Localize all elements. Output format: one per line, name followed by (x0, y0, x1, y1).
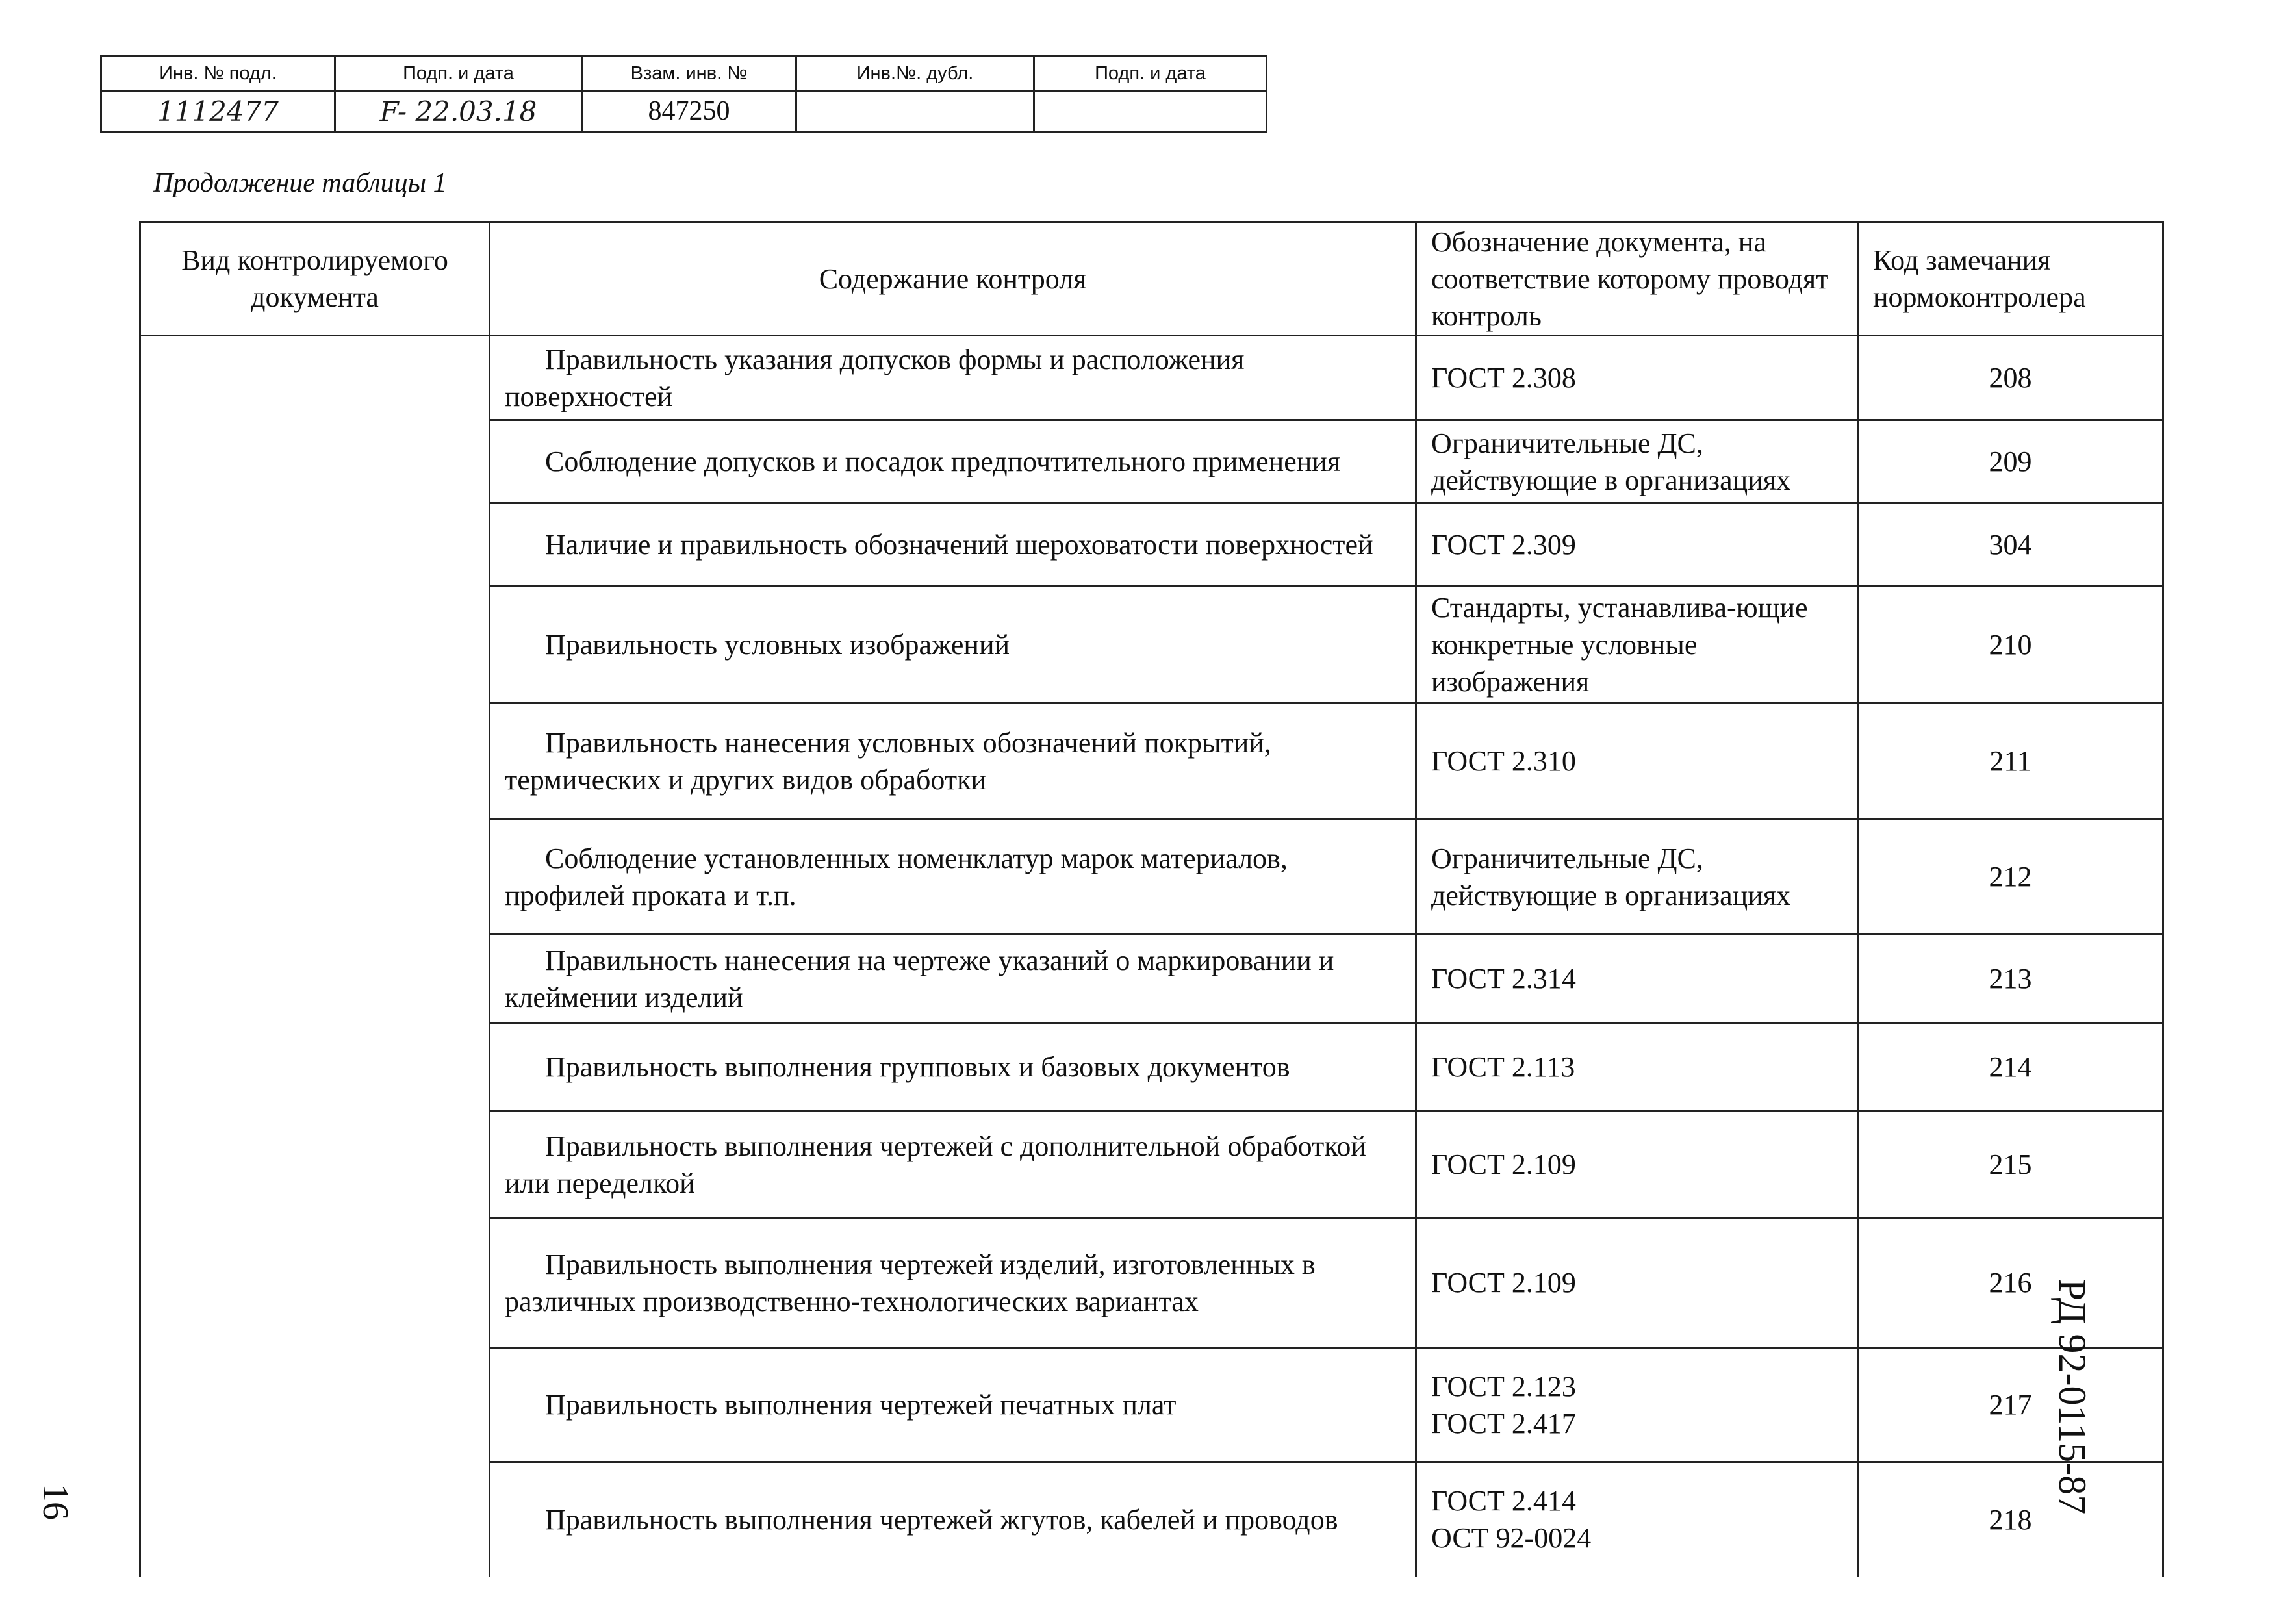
cell-doc: ГОСТ 2.113 (1416, 1023, 1858, 1111)
content-text: Правильность выполнения групповых и базовых документов (545, 1051, 1290, 1083)
cell-code: 214 (1858, 1023, 2163, 1111)
cell-content (490, 1111, 1416, 1218)
cell-code: 211 (1858, 704, 2163, 819)
cell-content (490, 503, 1416, 587)
content-text: Правильность выполнения чертежей изделий, изготовленных в различных производственно-технологических вариантах (505, 1248, 1316, 1317)
stamp-value-row (101, 91, 1267, 132)
cell-doc: ГОСТ 2.109 (1416, 1111, 1858, 1218)
content-text: Правильность выполнения чертежей жгутов, кабелей и проводов (545, 1503, 1338, 1536)
stamp-header: Инв.№. дубл. (796, 57, 1034, 91)
cell-content (490, 704, 1416, 819)
cell-doc: ГОСТ 2.414 ОСТ 92-0024 (1416, 1462, 1858, 1577)
cell-code: 217 (1858, 1348, 2163, 1462)
cell-content (490, 1348, 1416, 1462)
page-number: 16 (35, 1484, 75, 1520)
stamp-header: Взам. инв. № (582, 57, 796, 91)
cell-content (490, 420, 1416, 503)
cell-content (490, 935, 1416, 1023)
content-text: Правильность указания допусков формы и расположения поверхностей (505, 343, 1245, 412)
cell-doc: ГОСТ 2.109 (1416, 1218, 1858, 1348)
stamp-header: Инв. № подл. (101, 57, 335, 91)
content-text: Наличие и правильность обозначений шероховатости поверхностей (545, 529, 1373, 561)
cell-code: 218 (1858, 1462, 2163, 1577)
stamp-signature-date: F- 22.03.18 (335, 91, 582, 132)
cell-code: 212 (1858, 819, 2163, 935)
cell-doc: ГОСТ 2.123 ГОСТ 2.417 (1416, 1348, 1858, 1462)
cell-doc: Ограничительные ДС, действующие в организациях (1416, 819, 1858, 935)
control-table (139, 221, 2164, 1577)
cell-content (490, 336, 1416, 420)
cell-doc: ГОСТ 2.308 (1416, 336, 1858, 420)
content-text: Правильность нанесения условных обозначений покрытий, термических и других видов обработки (505, 726, 1271, 796)
stamp-duplicate-number (796, 91, 1034, 132)
cell-content (490, 1462, 1416, 1577)
content-text: Соблюдение допусков и посадок предпочтительного применения (545, 446, 1341, 477)
stamp-inventory-number: 1112477 (101, 91, 335, 132)
cell-code: 216 (1858, 1218, 2163, 1348)
stamp-header: Подп. и дата (335, 57, 582, 91)
stamp-header: Подп. и дата (1034, 57, 1267, 91)
stamp-replacement-number: 847250 (582, 91, 796, 132)
content-text: Правильность условных изображений (545, 629, 1010, 661)
content-text: Соблюдение установленных номенклатур марок материалов, профилей проката и т.п. (505, 842, 1288, 911)
cell-doc: ГОСТ 2.309 (1416, 503, 1858, 587)
content-text: Правильность выполнения чертежей с дополнительной обработкой или переделкой (505, 1130, 1366, 1199)
cell-doc: Ограничительные ДС, действующие в организациях (1416, 420, 1858, 503)
cell-doc: ГОСТ 2.310 (1416, 704, 1858, 819)
stamp-signature-date-2 (1034, 91, 1267, 132)
table-caption: Продолжение таблицы 1 (153, 168, 447, 198)
document-code: РД 92-0115-87 (2051, 1278, 2094, 1515)
cell-content (490, 1023, 1416, 1111)
content-text: Правильность выполнения чертежей печатных плат (545, 1389, 1177, 1421)
cell-code: 210 (1858, 587, 2163, 704)
cell-content (490, 1218, 1416, 1348)
cell-doc: ГОСТ 2.314 (1416, 935, 1858, 1023)
stamp-header-row (101, 57, 1267, 91)
header-kind: Вид контролируемого документа (140, 222, 490, 336)
cell-content (490, 587, 1416, 704)
header-doc: Обозначение документа, на соответствие которому проводят контроль (1416, 222, 1858, 336)
cell-code: 209 (1858, 420, 2163, 503)
cell-code: 208 (1858, 336, 2163, 420)
stamp-table (100, 55, 1267, 133)
table-row (140, 336, 2163, 420)
table-header-row (140, 222, 2163, 336)
cell-code: 215 (1858, 1111, 2163, 1218)
header-content: Содержание контроля (490, 222, 1416, 336)
header-code: Код замечания нормоконтролера (1858, 222, 2163, 336)
content-text: Правильность нанесения на чертеже указаний о маркировании и клеймении изделий (505, 944, 1334, 1013)
cell-code: 304 (1858, 503, 2163, 587)
cell-kind (140, 336, 490, 1577)
cell-doc: Стандарты, устанавлива-ющие конкретные условные изображения (1416, 587, 1858, 704)
cell-code: 213 (1858, 935, 2163, 1023)
cell-content (490, 819, 1416, 935)
